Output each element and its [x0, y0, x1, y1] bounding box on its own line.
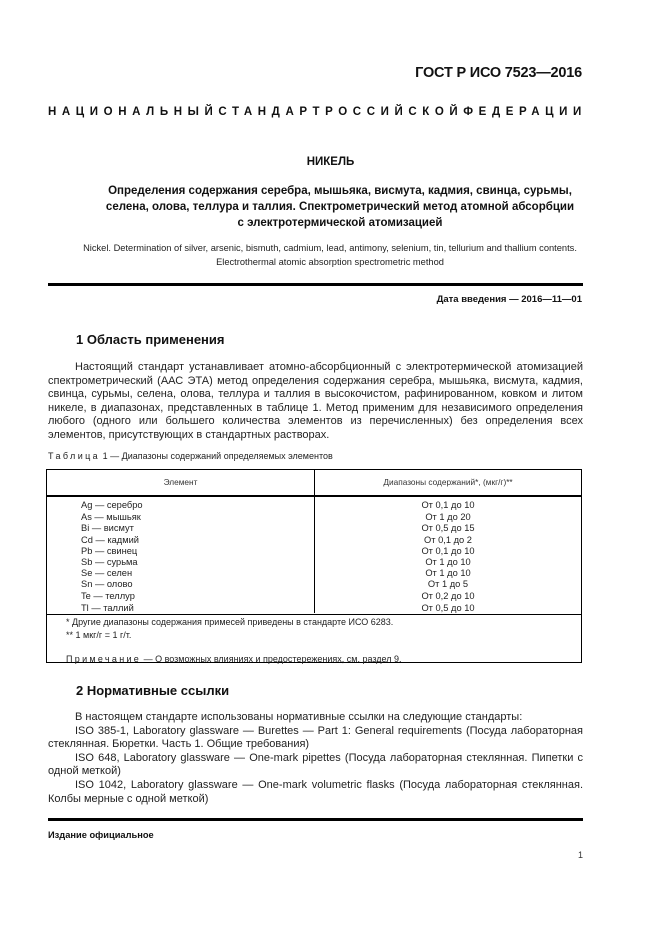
table-caption-text: 1 — Диапазоны содержаний определяемых элементов	[100, 451, 333, 461]
section-2-content	[48, 711, 583, 806]
document-code: ГОСТ Р ИСО 7523—2016	[415, 65, 582, 81]
normative-reference: ISO 385-1, Laboratory glassware — Burettes — Part 1: General requirements (Посуда лабораторная стеклянная. Бюретки. Часть 1. Общие требования)	[48, 724, 583, 751]
table-row	[47, 546, 581, 558]
cell-range: От 0,1 до 2	[424, 534, 472, 545]
page-number: 1	[578, 850, 584, 860]
introduction-date: Дата введения — 2016—11—01	[436, 294, 582, 305]
table-row	[47, 500, 581, 512]
table-row	[47, 568, 581, 580]
footnote: ** 1 мкг/г = 1 г/т.	[66, 629, 132, 640]
cell-range: От 0,5 до 10	[421, 602, 475, 613]
banner-word: НАЦИОНАЛЬНЫЙ	[48, 106, 219, 118]
banner-word: ФЕДЕРАЦИИ	[463, 106, 587, 118]
cell-element: Sb — сурьма	[81, 557, 138, 567]
column-header-range: Диапазоны содержаний*, (мкг/г)**	[383, 477, 513, 487]
paragraph-text: Настоящий стандарт устанавливает атомно-абсорбционный с электротермической атомизацией спектрометрический (ААС ЭТА) метод определения содержания серебра, мышьяка, висмута, кадмия, свинца, сурьмы, селена, олова, теллура и таллия в высокочистом, рафинированном, ковком и литом никеле, в диапазонах, представленных в таблице 1. Метод применим для независимого определения любого (одного или большего количества элементов из перечисленных) без определения всех элементов, присутствующих в стандартных растворах.	[48, 361, 583, 441]
table-row	[47, 523, 581, 535]
english-title-line: Nickel. Determination of silver, arsenic, bismuth, cadmium, lead, antimony, selenium, tin, tellurium and thallium contents.	[83, 243, 577, 253]
table-note	[66, 653, 402, 666]
cell-range: От 0,1 до 10	[421, 500, 475, 510]
table-row	[47, 579, 581, 591]
footer-divider	[48, 818, 583, 821]
element-ranges-table	[46, 469, 582, 663]
national-standard-banner	[48, 106, 587, 118]
cell-element: Se — селен	[81, 568, 133, 578]
table-caption	[48, 451, 333, 461]
paragraph-text: В настоящем стандарте использованы нормативные ссылки на следующие стандарты:	[75, 711, 523, 723]
table-row	[47, 557, 581, 569]
cell-element: Cd — кадмий	[81, 534, 139, 545]
cell-range: От 1 до 5	[427, 579, 469, 589]
english-title	[30, 241, 630, 269]
cell-range: От 1 до 10	[425, 568, 471, 578]
banner-word: РОССИЙСКОЙ	[325, 106, 464, 118]
table-row	[47, 603, 581, 615]
subtitle-line: селена, олова, теллура и таллия. Спектрометрический метод атомной абсорбции	[105, 201, 575, 213]
note-text: — О возможных влияниях и предостережениях, см. раздел 9.	[141, 654, 402, 664]
cell-range: От 1 до 10	[425, 557, 471, 567]
cell-element: As — мышьяк	[81, 511, 141, 522]
english-title-line: Electrothermal atomic absorption spectrometric method	[216, 257, 444, 267]
header-divider	[48, 283, 583, 286]
cell-range: От 1 до 20	[425, 511, 471, 522]
subtitle-line: Определения содержания серебра, мышьяка, висмута, кадмия, свинца, сурьмы,	[108, 185, 572, 197]
cell-element: Te — теллур	[81, 591, 135, 601]
cell-element: Bi — висмут	[81, 523, 134, 533]
cell-element: Tl — таллий	[81, 602, 134, 613]
normative-reference: ISO 1042, Laboratory glassware — One-mark volumetric flasks (Посуда лабораторная стеклянная. Колбы мерные с одной меткой)	[48, 778, 583, 805]
document-title: НИКЕЛЬ	[306, 156, 355, 168]
cell-range: От 0,1 до 10	[421, 546, 475, 556]
cell-element: Sn — олово	[81, 579, 133, 589]
normative-reference: ISO 648, Laboratory glassware — One-mark pipettes (Посуда лабораторная стеклянная. Пипетки с одной меткой)	[48, 751, 583, 778]
note-label: Примечание	[66, 654, 142, 664]
subtitle-line: с электротермической атомизацией	[237, 217, 443, 229]
cell-range: От 0,2 до 10	[421, 591, 475, 601]
official-edition-label: Издание официальное	[48, 830, 154, 840]
column-header-element: Элемент	[163, 477, 198, 487]
section-2-heading: 2 Нормативные ссылки	[76, 683, 230, 698]
banner-word: СТАНДАРТ	[218, 106, 326, 118]
cell-range: От 0,5 до 15	[421, 523, 475, 533]
cell-element: Ag — серебро	[81, 500, 143, 510]
table-body	[47, 497, 581, 615]
document-subtitle	[60, 183, 620, 231]
table-row	[47, 591, 581, 603]
cell-element: Pb — свинец	[81, 546, 138, 556]
section-1-heading: 1 Область применения	[76, 332, 225, 347]
footnote: * Другие диапазоны содержания примесей приведены в стандарте ИСО 6283.	[66, 617, 394, 627]
table-caption-label: Таблица	[48, 451, 101, 461]
table-footnotes	[66, 616, 402, 666]
table-row	[47, 535, 581, 547]
table-row	[47, 512, 581, 524]
section-1-paragraph	[48, 361, 583, 443]
